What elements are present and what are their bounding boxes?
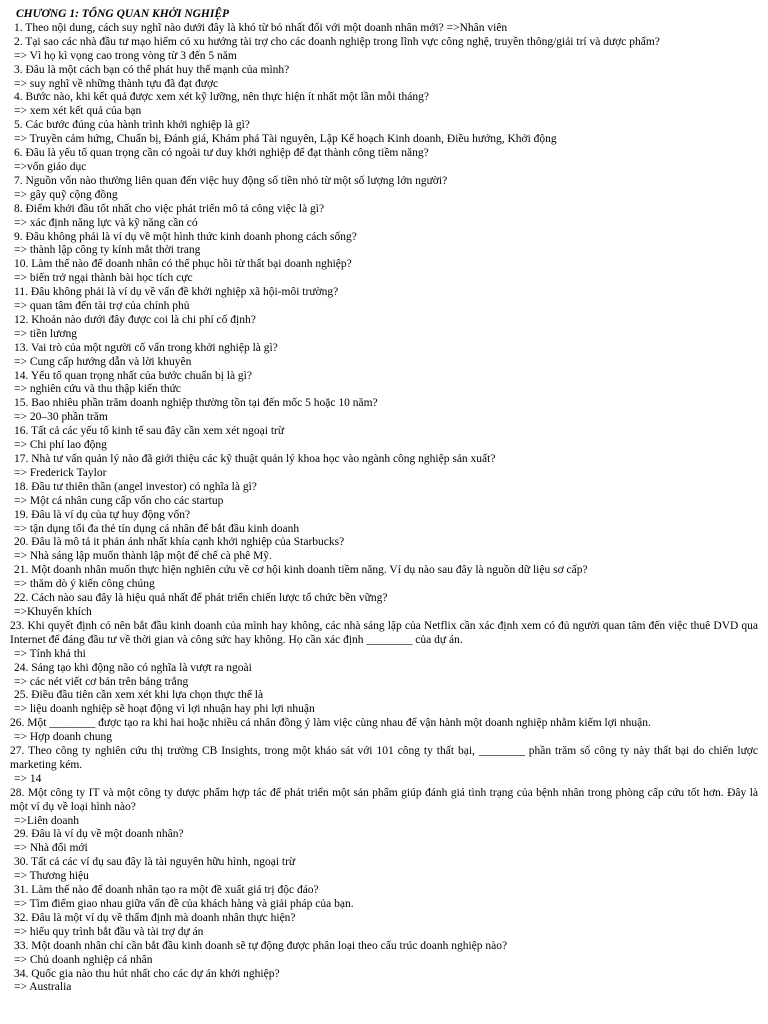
answer-text: => tận dụng tối đa thẻ tín dụng cá nhân để bắt đầu kinh doanh: [14, 522, 300, 535]
answer-text: => Tìm điểm giao nhau giữa vấn đề của khách hàng và giải pháp của bạn.: [14, 898, 354, 910]
answer-text: => Cung cấp hướng dẫn và lời khuyên: [14, 355, 192, 368]
answer-text: => liệu doanh nghiệp sẽ hoạt động vì lợi nhuận hay phi lợi nhuận: [14, 703, 315, 716]
question-text: 29. Đâu là ví dụ về một doanh nhân?: [14, 828, 184, 841]
question-text: 18. Đầu tư thiên thần (angel investor) có nghĩa là gì?: [14, 480, 257, 493]
answer-text: => Nhà đổi mới: [14, 842, 88, 855]
answer-text: => Tính khả thi: [14, 647, 86, 660]
question-text: 9. Đâu không phải là ví dụ về một hình thức kinh doanh phong cách sống?: [14, 230, 357, 243]
answer-text: =>Liên doanh: [14, 814, 80, 827]
question-text: 17. Nhà tư vấn quản lý nào đã giới thiệu các kỹ thuật quản lý khoa học vào ngành công nghiệp sản xuất?: [14, 453, 496, 465]
question-text: 21. Một doanh nhân muốn thực hiện nghiên cứu về cơ hội kinh doanh tiềm năng. Ví dụ nào sau đây là nguồn dữ liệu sơ cấp?: [14, 564, 588, 577]
question-text: 16. Tất cả các yếu tố kinh tế sau đây cần xem xét ngoại trừ: [14, 425, 285, 438]
question-text: 20. Đâu là mô tả it phản ánh nhất khía cạnh khởi nghiệp của Starbucks?: [14, 536, 345, 549]
answer-text: => các nét viết cơ bản trên bảng trắng: [14, 675, 189, 688]
answer-text: => Vì họ kì vọng cao trong vòng từ 3 đến 5 năm: [14, 49, 237, 62]
question-text: 19. Đâu là ví dụ của tự huy động vốn?: [14, 508, 191, 521]
answer-text: => Frederick Taylor: [14, 466, 107, 479]
answer-text: => Thương hiệu: [14, 870, 89, 883]
answer-text: => Australia: [14, 981, 72, 994]
question-text: 11. Đâu không phải là ví dụ về vấn đề khởi nghiệp xã hội-môi trường?: [14, 286, 339, 299]
question-text: 3. Đâu là một cách bạn có thể phát huy thế mạnh của mình?: [14, 63, 290, 76]
answer-text: => suy nghĩ về những thành tựu đã đạt được: [14, 77, 219, 90]
question-text: 24. Sáng tạo khi động não có nghĩa là vượt ra ngoài: [14, 661, 252, 674]
qa-list: [10, 22, 758, 995]
answer-text: =>Khuyến khích: [14, 605, 92, 618]
answer-text: => thành lập công ty kính mắt thời trang: [14, 244, 201, 257]
answer-text: => Nhà sáng lập muốn thành lập một đế chế cà phê Mỹ.: [14, 550, 272, 563]
question-text: 32. Đâu là một ví dụ về thẩm định mà doanh nhân thực hiện?: [14, 911, 296, 924]
answer-text: => 20–30 phần trăm: [14, 411, 108, 424]
answer-text: => thăm dò ý kiến công chúng: [14, 578, 155, 591]
question-text: 31. Làm thế nào để doanh nhân tạo ra một đề xuất giá trị độc đáo?: [14, 884, 319, 897]
answer-text: => gây quỹ cộng đồng: [14, 188, 118, 201]
chapter-title: CHƯƠNG 1: TỔNG QUAN KHỞI NGHIỆP: [16, 8, 230, 20]
question-text: 10. Làm thế nào để doanh nhân có thể phục hồi từ thất bại doanh nghiệp?: [14, 258, 352, 271]
answer-text: => Một cá nhân cung cấp vốn cho các startup: [14, 494, 224, 507]
answer-text: => Truyền cảm hứng, Chuẩn bị, Đánh giá, Khám phá Tài nguyên, Lập Kế hoạch Kinh doanh, Điều hướng, Khởi động: [14, 133, 557, 146]
question-text: 22. Cách nào sau đây là hiệu quả nhất để phát triển chiến lược tổ chức bền vững?: [14, 592, 388, 605]
question-text: 27. Theo công ty nghiên cứu thị trường CB Insights, trong một khảo sát với 101 công ty thất bại, ________ phần trăm số công ty này thất bại do chiến lược marketing kém.: [10, 745, 758, 771]
answer-text: => hiểu quy trình bắt đầu và tài trợ dự án: [14, 925, 204, 938]
answer-text: => xác định năng lực và kỹ năng cần có: [14, 216, 198, 229]
question-text: 1. Theo nội dung, cách suy nghĩ nào dưới đây là khó từ bỏ nhất đối với một doanh nhân mới? =>Nhân viên: [14, 21, 508, 34]
question-text: 33. Một doanh nhân chỉ cần bắt đầu kinh doanh sẽ tự động được phân loại theo cấu trúc doanh nghiệp nào?: [14, 939, 508, 952]
question-text: 6. Đâu là yếu tố quan trọng cần có ngoài tư duy khởi nghiệp để đạt thành công tiềm năng?: [14, 147, 429, 160]
question-text: 12. Khoản nào dưới đây được coi là chi phí cố định?: [14, 313, 256, 326]
question-text: 23. Khi quyết định có nên bắt đầu kinh doanh của mình hay không, các nhà sáng lập của Netflix cần xác định xem có đủ người quan tâm đến việc thuê DVD qua Internet để đáng đầu tư về thời gian và công sức hay không. Họ cần xác định ________ của dự án.: [10, 619, 758, 646]
question-text: 8. Điểm khởi đầu tốt nhất cho việc phát triển mô tả công việc là gì?: [14, 202, 325, 215]
answer-text: =>vốn giáo dục: [14, 160, 87, 173]
answer-text: => biến trở ngại thành bài học tích cực: [14, 272, 193, 285]
answer-text: => quan tâm đến tài trợ của chính phủ: [14, 300, 190, 313]
question-text: 28. Một công ty IT và một công ty dược phẩm hợp tác để phát triển một sản phẩm giúp đánh giá tình trạng của bệnh nhân trong phòng cấp cứu tốt hơn. Đây là một ví dụ về loại hình nào?: [10, 786, 758, 813]
question-text: 15. Bao nhiêu phần trăm doanh nghiệp thường tồn tại đến mốc 5 hoặc 10 năm?: [14, 397, 378, 410]
answer-text: => tiền lương: [14, 327, 77, 340]
question-text: 14. Yếu tố quan trọng nhất của bước chuẩn bị là gì?: [14, 369, 252, 382]
answer-text: => Hợp doanh chung: [14, 731, 112, 744]
question-text: 2. Tại sao các nhà đầu tư mạo hiểm có xu hướng tài trợ cho các doanh nghiệp trong lĩnh vực công nghệ, truyền thông/giải trí và dược phẩm?: [14, 35, 660, 48]
question-text: 5. Các bước đúng của hành trình khởi nghiệp là gì?: [14, 119, 250, 132]
answer-text: => xem xét kết quả của bạn: [14, 105, 142, 118]
question-text: 25. Điều đầu tiên cần xem xét khi lựa chọn thực thể là: [14, 689, 264, 702]
question-text: 13. Vai trò của một người cố vấn trong khởi nghiệp là gì?: [14, 341, 278, 354]
answer-text: => nghiên cứu và thu thập kiến thức: [14, 383, 181, 396]
answer-text: => 14: [14, 772, 42, 785]
answer-text: => Chủ doanh nghiệp cá nhân: [14, 953, 153, 966]
question-text: 4. Bước nào, khi kết quả được xem xét kỹ lưỡng, nên thực hiện ít nhất một lần mỗi tháng?: [14, 91, 429, 104]
question-text: 26. Một ________ được tạo ra khi hai hoặc nhiều cá nhân đồng ý làm việc cùng nhau để vận hành một doanh nghiệp nhằm kiếm lợi nhuận.: [10, 717, 651, 730]
question-text: 7. Nguồn vốn nào thường liên quan đến việc huy động số tiền nhỏ từ một số lượng lớn người?: [14, 174, 448, 187]
answer-text: => Chi phí lao động: [14, 439, 107, 452]
question-text: 30. Tất cả các ví dụ sau đây là tài nguyên hữu hình, ngoại trừ: [14, 856, 296, 869]
question-text: 34. Quốc gia nào thu hút nhất cho các dự án khởi nghiệp?: [14, 967, 280, 980]
